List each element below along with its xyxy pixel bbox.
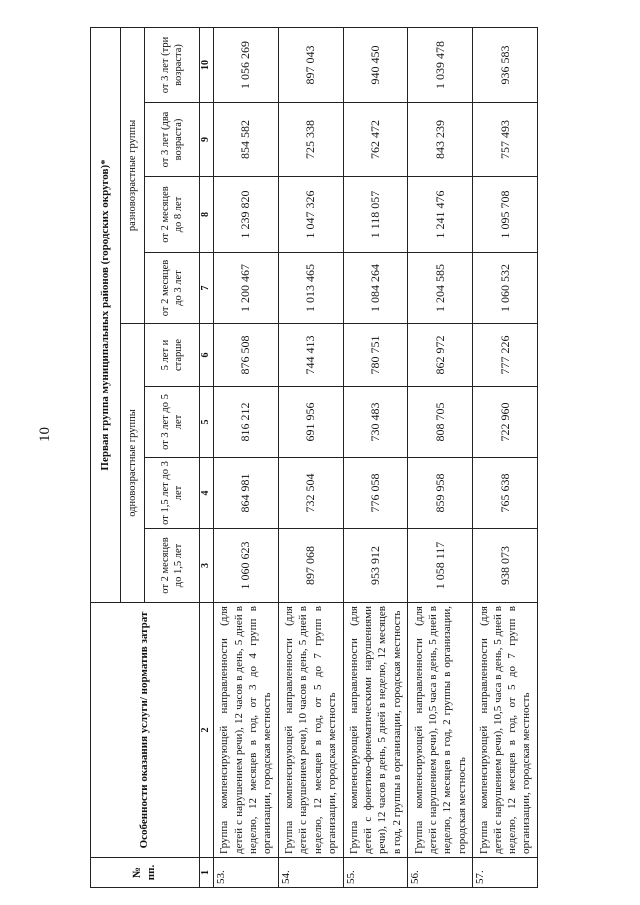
column-numbers-row [200,27,214,887]
cell-value: 762 472 [343,103,408,177]
cell-value: 1 204 585 [408,253,473,324]
header-single-age: одновозрастные группы [121,324,145,603]
cell-value: 722 960 [473,387,538,458]
cell-value: 843 239 [408,103,473,177]
cell-value: 1 118 057 [343,177,408,253]
column-number: 2 [200,603,214,858]
cell-value: 864 981 [214,458,279,529]
cell-value: 732 504 [278,458,343,529]
table-row [473,27,538,887]
cell-value: 1 095 708 [473,177,538,253]
row-description: Группа компенсирующей направленности (для детей с фонетико-фонематическими нарушениями речи), 12 часов в день, 5 дней в неделю, 12 месяцев в год, 2 группы в организации, городская местность [343,603,408,858]
table-row [343,27,408,887]
header-multi-age: разновозрастные группы [121,27,145,323]
header-col-6: 5 лет и старше [145,324,200,387]
header-col-9: от 3 лет (два возраста) [145,103,200,177]
cell-value: 1 047 326 [278,177,343,253]
cell-value: 940 450 [343,27,408,102]
row-number: 54. [278,858,343,888]
page-number: 10 [37,427,53,442]
column-number: 5 [200,387,214,458]
header-row-1 [91,27,121,887]
column-number: 1 [200,858,214,888]
header-col-4: от 1,5 лет до 3 лет [145,458,200,529]
column-number: 8 [200,177,214,253]
row-number: 57. [473,858,538,888]
cell-value: 744 413 [278,324,343,387]
cell-value: 1 058 117 [408,529,473,603]
header-features: Особенности оказания услуги/ норматив затрат [91,603,200,858]
header-col-10: от 3 лет (три возраста) [145,27,200,102]
cell-value: 730 483 [343,387,408,458]
column-number: 6 [200,324,214,387]
table-row [408,27,473,887]
row-description: Группа компенсирующей направленности (для детей с нарушением речи), 12 часов в день, 5 дней в неделю, 12 месяцев в год, от 3 до 4 групп в организации, городская местность [214,603,279,858]
cell-value: 1 241 476 [408,177,473,253]
cell-value: 765 638 [473,458,538,529]
cell-value: 808 705 [408,387,473,458]
cell-value: 876 508 [214,324,279,387]
header-group: Первая группа муниципальных районов (городских округов)* [91,27,121,602]
cell-value: 1 200 467 [214,253,279,324]
cell-value: 862 972 [408,324,473,387]
cell-value: 777 226 [473,324,538,387]
cell-value: 953 912 [343,529,408,603]
cell-value: 776 058 [343,458,408,529]
cell-value: 691 956 [278,387,343,458]
cell-value: 816 212 [214,387,279,458]
rotated-table-container [90,28,538,888]
row-description: Группа компенсирующей направленности (для детей с нарушением речи), 10 часов в день, 5 дней в неделю, 12 месяцев в год, от 5 до 7 групп в организации, городская местность [278,603,343,858]
column-number: 7 [200,253,214,324]
row-description: Группа компенсирующей направленности (для детей с нарушением речи), 10,5 часа в день, 5 дней в неделю, 12 месяцев в год, от 5 до 7 групп в организации, городская местность [473,603,538,858]
header-col-7: от 2 месяцев до 3 лет [145,253,200,324]
cell-value: 854 582 [214,103,279,177]
cost-norms-table [90,27,538,888]
cell-value: 938 073 [473,529,538,603]
header-col-5: от 3 лет до 5 лет [145,387,200,458]
cell-value: 1 039 478 [408,27,473,102]
cell-value: 757 493 [473,103,538,177]
column-number: 3 [200,529,214,603]
cell-value: 725 338 [278,103,343,177]
table-row [278,27,343,887]
cell-value: 1 060 532 [473,253,538,324]
cell-value: 897 068 [278,529,343,603]
cell-value: 1 013 465 [278,253,343,324]
column-number: 10 [200,27,214,102]
cell-value: 1 056 269 [214,27,279,102]
header-col-8: от 2 месяцев до 8 лет [145,177,200,253]
cell-value: 859 958 [408,458,473,529]
row-description: Группа компенсирующей направленности (для детей с нарушением речи), 10,5 часа в день, 5 дней в неделю, 12 месяцев в год, 2 группы в организации, городская местность [408,603,473,858]
row-number: 56. [408,858,473,888]
column-number: 4 [200,458,214,529]
row-number: 55. [343,858,408,888]
header-num: № пп. [91,858,200,888]
cell-value: 780 751 [343,324,408,387]
cell-value: 1 060 623 [214,529,279,603]
cell-value: 936 583 [473,27,538,102]
cell-value: 1 084 264 [343,253,408,324]
cell-value: 1 239 820 [214,177,279,253]
cell-value: 897 043 [278,27,343,102]
header-col-3: от 2 месяцев до 1,5 лет [145,529,200,603]
table-row [214,27,279,887]
column-number: 9 [200,103,214,177]
row-number: 53. [214,858,279,888]
